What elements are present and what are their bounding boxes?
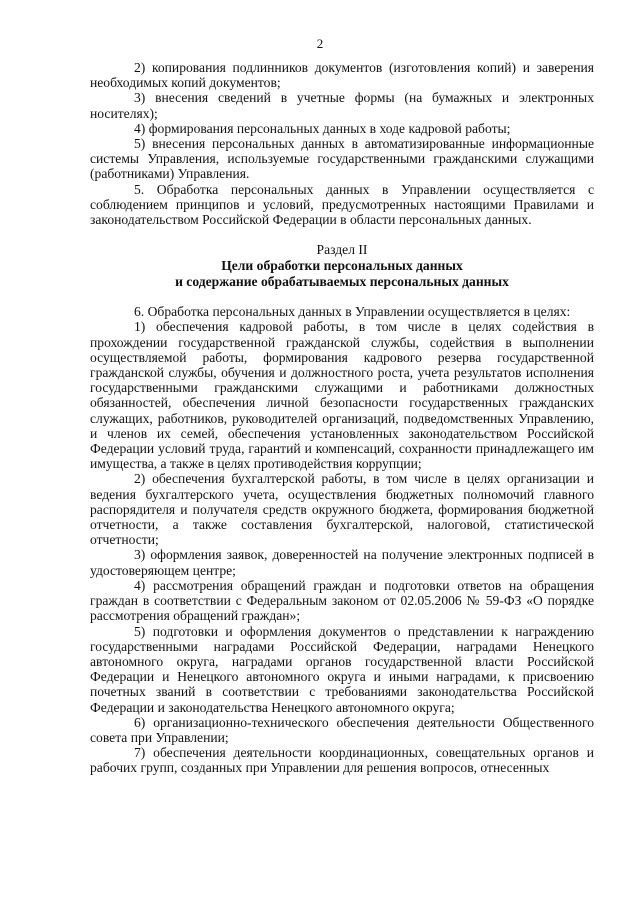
document-body (90, 60, 594, 776)
paragraph: 5) внесения персональных данных в автоматизированные информационные системы Управления, используемые государственными гражданскими служащими (работниками) Управления. (90, 136, 594, 182)
paragraph: 2) обеспечения бухгалтерской работы, в том числе в целях организации и ведения бухгалтерского учета, осуществления бюджетных полномочий главного распорядителя и получателя средств окружного бюджета, формирования бюджетной отчетности, а также составления бухгалтерской, налоговой, статистической отчетности; (90, 471, 594, 548)
paragraph: 4) рассмотрения обращений граждан и подготовки ответов на обращения граждан в соответствии с Федеральным законом от 02.05.2006 № 59-ФЗ «О порядке рассмотрения обращений граждан»; (90, 577, 594, 624)
paragraph: 5. Обработка персональных данных в Управлении осуществляется с соблюдением принципов и условий, предусмотренных настоящими Правилами и законодательством Российской Федерации в области персональных данных. (90, 181, 594, 228)
paragraph: 6. Обработка персональных данных в Управлении осуществляется в целях: (134, 304, 571, 320)
paragraph: 3) оформления заявок, доверенностей на получение электронных подписей в удостоверяющем центре; (90, 547, 594, 578)
section-label: Раздел II (316, 242, 368, 258)
section-heading (90, 242, 594, 290)
paragraph: 2) копирования подлинников документов (изготовления копий) и заверения необходимых копий документов; (90, 60, 594, 91)
section-title-line-2: и содержание обрабатываемых персональных данных (175, 274, 509, 290)
paragraph: 5) подготовки и оформления документов о представлении к награждению государственными наградами Российской Федерации, наградами Ненецкого автономного округа, наградами органов государственной власти Российской Федерации и Ненецкого автономного округа и иными наградами, к присвоению почетных званий в соответствии с требованиями законодательства Российской Федерации и законодательства Ненецкого автономного округа; (90, 623, 594, 715)
paragraph: 3) внесения сведений в учетные формы (на бумажных и электронных носителях); (90, 90, 594, 121)
paragraph: 6) организационно-технического обеспечения деятельности Общественного совета при Управлении; (90, 714, 594, 745)
page-number: 2 (316, 36, 324, 51)
paragraph: 4) формирования персональных данных в ходе кадровой работы; (134, 120, 511, 136)
paragraph: 7) обеспечения деятельности координационных, совещательных органов и рабочих групп, созданных при Управлении для решения вопросов, отнесенных (90, 745, 594, 776)
paragraph: 1) обеспечения кадровой работы, в том числе в целях содействия в прохождении государственной гражданской службы, содействия в выполнении осуществляемой работы, формирования кадрового резерва государственной гражданской службы, обучения и должностного роста, учета результатов исполнения государственными гражданскими служащими и работниками должностных обязанностей, обеспечения личной безопасности государственных гражданских служащих, работников, руководителей организаций, подведомственных Управлению, и членов их семей, обеспечения установленных законодательством Российской Федерации условий труда, гарантий и компенсаций, сохранности принадлежащего им имущества, а также в целях противодействия коррупции; (90, 319, 594, 472)
section-title-line-1: Цели обработки персональных данных (221, 258, 463, 274)
